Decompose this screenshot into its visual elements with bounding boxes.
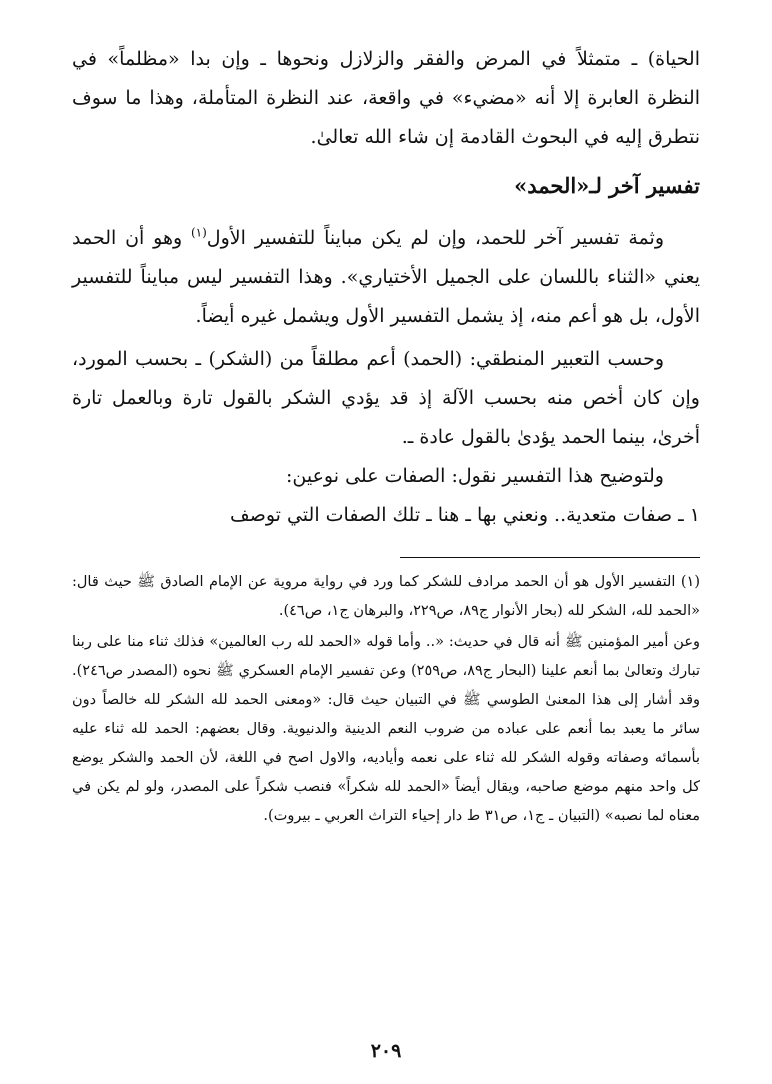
section-title: تفسير آخر لـ«الحمد» xyxy=(514,173,700,198)
paragraph-clarification: ولتوضيح هذا التفسير نقول: الصفات على نوعين: xyxy=(286,465,664,487)
footnote-divider xyxy=(400,557,700,558)
paragraph-text-before-ref: وثمة تفسير آخر للحمد، وإن لم يكن مبايناً للتفسير الأول xyxy=(206,227,665,249)
footnote-1: (١) التفسير الأول هو أن الحمد مرادف للشكر كما ورد في رواية مروية عن الإمام الصادق ﷺ حيث قال: «الحمد لله، الشكر لله (بحار الأنوار ج٨٩، ص٢٢٩، والبرهان ج١، ص٤٦). xyxy=(72,574,700,619)
page-number: ٢٠٩ xyxy=(370,1040,402,1062)
paragraph-text-after-ref: وهو أن الحمد يعني «الثناء باللسان على الجميل الأختياري». وهذا التفسير ليس مبايناً للتفسير الأول، بل هو أعم منه، إذ يشمل التفسير الأول ويشمل غيره أيضاً. xyxy=(72,227,700,327)
footnote-1-continuation: وعن أمير المؤمنين ﷺ أنه قال في حديث: «.. وأما قوله «الحمد لله رب العالمين» فذلك ثناء منا على ربنا تبارك وتعالىٰ بما أنعم علينا (البحار ج٨٩، ص٢٥٩) وعن تفسير الإمام العسكري ﷺ نحوه (المصدر ص٢٤٦). وقد أشار إلى هذا المعنىٰ الطوسي ﷺ في التبيان حيث قال: «ومعنى الحمد لله الشكر لله خالصاً دون سائر ما يعبد بما أنعم على عباده من ضروب النعم الدينية والدنيوية. وقال بعضهم: الحمد لله ثناء عليه بأسمائه وصفاته وقوله الشكر لله ثناء على نعمه وأياديه، والاول اصح في اللغة، لأن الحمد والشكر يوضع كل واحد منهم موضع صاحبه، ويقال أيضاً «الحمد لله شكراً» فنصب شكراً على المصدر، ولو لم يكن في معناه لما نصبه» (التبيان ـ ج١، ص٣١ ط دار إحياء التراث العربي ـ بيروت). xyxy=(72,634,700,824)
paragraph-alternative-interpretation xyxy=(72,219,700,336)
paragraph-list-item-1: ١ ـ صفات متعدية.. ونعني بها ـ هنا ـ تلك الصفات التي توصف xyxy=(230,504,700,526)
footnote-reference[interactable]: (١) xyxy=(190,225,207,240)
paragraph-logical-expression: وحسب التعبير المنطقي: (الحمد) أعم مطلقاً من (الشكر) ـ بحسب المورد، وإن كان أخص منه بحسب الآلة إذ قد يؤدي الشكر بالقول تارة وبالعمل تارة أخرىٰ، بينما الحمد يؤدىٰ بالقول عادة ـ. xyxy=(72,348,700,448)
paragraph-continuation: الحياة) ـ متمثلاً في المرض والفقر والزلازل ونحوها ـ وإن بدا «مظلماً» في النظرة العابرة إلا أنه «مضيء» في واقعة، عند النظرة المتأملة، وهذا ما سوف نتطرق إليه في البحوث القادمة إن شاء الله تعالىٰ. xyxy=(72,48,700,148)
page xyxy=(72,40,700,1084)
